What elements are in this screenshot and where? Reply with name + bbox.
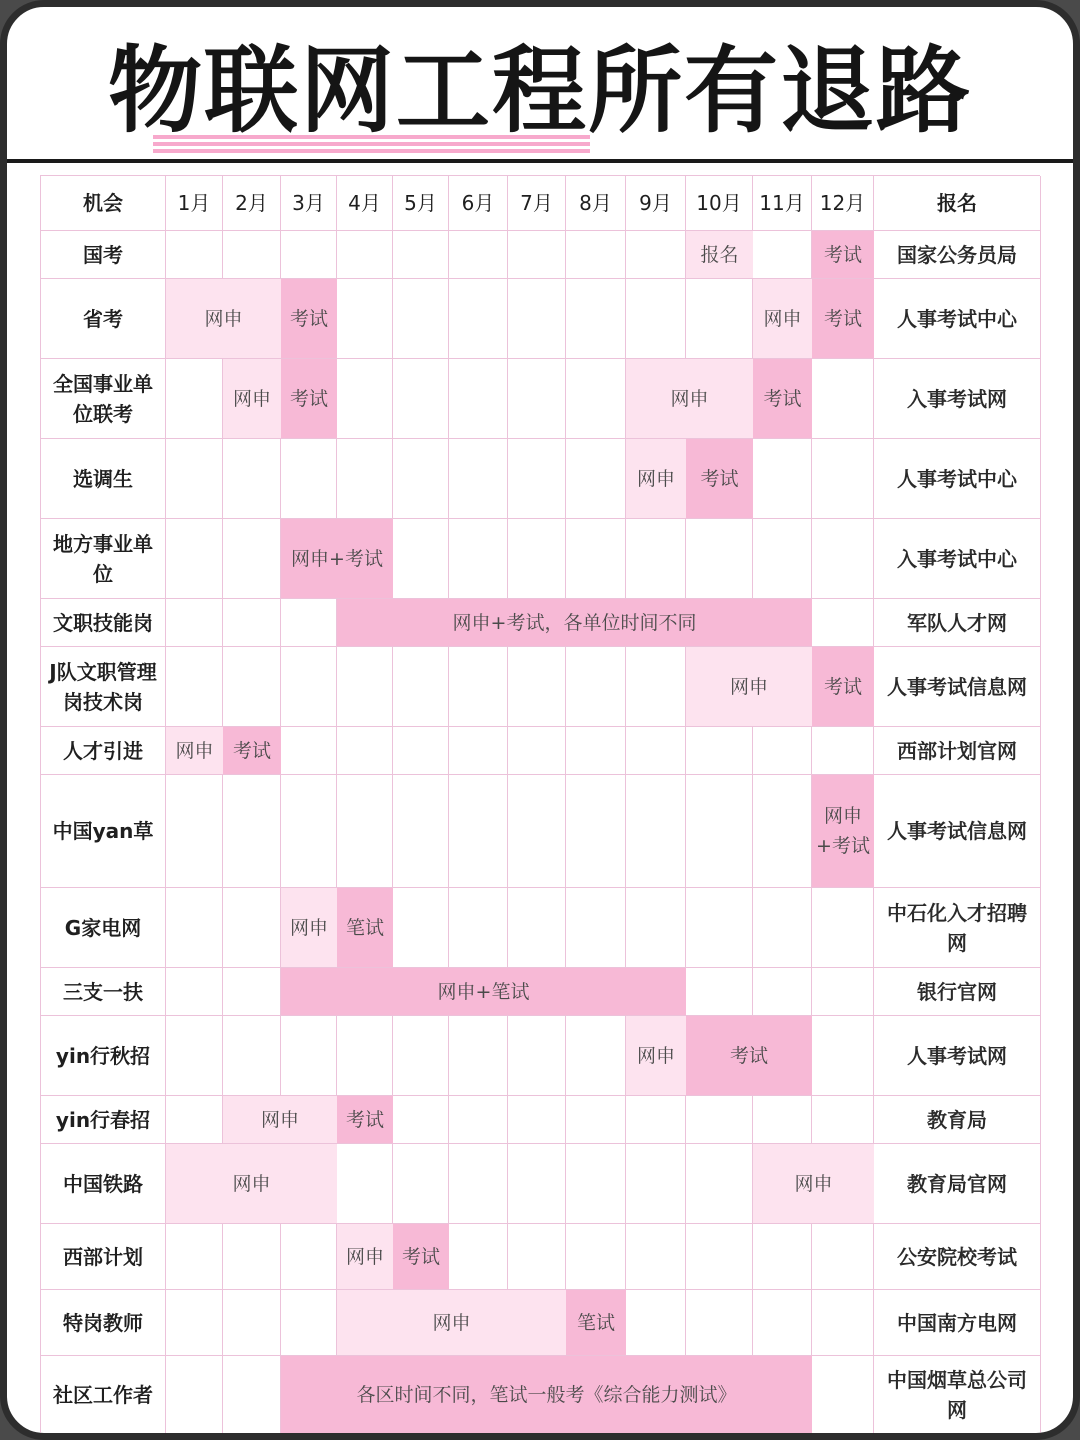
month-cell xyxy=(337,647,393,727)
month-cell xyxy=(566,1096,626,1144)
month-cell xyxy=(393,1096,449,1144)
schedule-bar: 各区时间不同，笔试一般考《综合能力测试》 xyxy=(281,1356,812,1433)
row-registration-site: 中国南方电网 xyxy=(874,1290,1041,1356)
row-registration-site: 人事考试中心 xyxy=(874,279,1041,359)
month-cell xyxy=(281,727,337,775)
header-month: 9月 xyxy=(626,176,686,231)
month-cell xyxy=(393,888,449,968)
month-cell xyxy=(166,1224,223,1290)
row-registration-site: 人事考试网 xyxy=(874,1016,1041,1096)
row-registration-site: 入事考试中心 xyxy=(874,519,1041,599)
month-cell xyxy=(626,1096,686,1144)
row-label: 选调生 xyxy=(41,439,166,519)
schedule-bar: 网申 xyxy=(166,1144,337,1223)
month-cell xyxy=(812,1290,874,1356)
month-cell xyxy=(281,647,337,727)
month-cell xyxy=(393,231,449,279)
month-cell xyxy=(508,775,566,888)
month-cell xyxy=(686,1144,753,1224)
month-cell xyxy=(223,519,281,599)
schedule-bar: 网申 xyxy=(626,359,753,438)
month-cell xyxy=(449,279,508,359)
row-label: 国考 xyxy=(41,231,166,279)
schedule-bar: 网申 xyxy=(626,1016,686,1095)
schedule-bar: 网申 xyxy=(626,439,686,518)
month-cell xyxy=(753,968,812,1016)
row-registration-site: 人事考试信息网 xyxy=(874,647,1041,727)
month-cell xyxy=(166,1096,223,1144)
row-registration-site: 教育局官网 xyxy=(874,1144,1041,1224)
month-cell xyxy=(337,359,393,439)
row-registration-site: 入事考试网 xyxy=(874,359,1041,439)
schedule-bar: 考试 xyxy=(812,279,874,358)
header-month: 6月 xyxy=(449,176,508,231)
month-cell xyxy=(449,1224,508,1290)
month-cell xyxy=(686,888,753,968)
schedule-bar: 考试 xyxy=(686,1016,812,1095)
month-cell xyxy=(508,359,566,439)
month-cell xyxy=(508,231,566,279)
month-cell xyxy=(166,1356,223,1434)
month-cell xyxy=(753,1290,812,1356)
month-cell xyxy=(166,647,223,727)
month-cell xyxy=(393,1144,449,1224)
month-cell xyxy=(812,1096,874,1144)
month-cell xyxy=(393,1016,449,1096)
month-cell xyxy=(812,727,874,775)
month-cell xyxy=(223,599,281,647)
month-cell xyxy=(166,888,223,968)
month-cell xyxy=(337,727,393,775)
schedule-bar: 网申 xyxy=(166,727,223,774)
month-cell xyxy=(812,599,874,647)
month-cell xyxy=(686,519,753,599)
month-cell xyxy=(449,1144,508,1224)
month-cell xyxy=(281,439,337,519)
month-cell xyxy=(508,1224,566,1290)
schedule-bar: 网申+考试 xyxy=(281,519,393,598)
month-cell xyxy=(223,231,281,279)
month-cell xyxy=(393,519,449,599)
month-cell xyxy=(449,519,508,599)
month-cell xyxy=(166,439,223,519)
month-cell xyxy=(449,359,508,439)
month-cell xyxy=(223,1016,281,1096)
month-cell xyxy=(449,1016,508,1096)
month-cell xyxy=(337,279,393,359)
schedule-bar: 网申 xyxy=(337,1224,393,1289)
schedule-bar: 考试 xyxy=(812,231,874,278)
month-cell xyxy=(566,231,626,279)
month-cell xyxy=(223,968,281,1016)
month-cell xyxy=(686,1224,753,1290)
schedule-bar: 网申 xyxy=(223,1096,337,1143)
row-registration-site: 人事考试信息网 xyxy=(874,775,1041,888)
month-cell xyxy=(626,279,686,359)
month-cell xyxy=(166,359,223,439)
row-label: 特岗教师 xyxy=(41,1290,166,1356)
schedule-bar: 网申 xyxy=(281,888,337,967)
header-month: 5月 xyxy=(393,176,449,231)
month-cell xyxy=(449,439,508,519)
month-cell xyxy=(449,775,508,888)
schedule-bar: 网申 xyxy=(166,279,281,358)
month-cell xyxy=(508,439,566,519)
month-cell xyxy=(223,1356,281,1434)
row-registration-site: 国家公务员局 xyxy=(874,231,1041,279)
schedule-bar: 考试 xyxy=(812,647,874,726)
month-cell xyxy=(566,1224,626,1290)
month-cell xyxy=(812,968,874,1016)
month-cell xyxy=(393,775,449,888)
month-cell xyxy=(626,727,686,775)
month-cell xyxy=(566,279,626,359)
month-cell xyxy=(626,1224,686,1290)
month-cell xyxy=(566,439,626,519)
header-month: 3月 xyxy=(281,176,337,231)
month-cell xyxy=(223,1290,281,1356)
month-cell xyxy=(626,519,686,599)
schedule-table xyxy=(40,175,1040,1433)
month-cell xyxy=(166,599,223,647)
schedule-bar: 网申+考试，各单位时间不同 xyxy=(337,599,812,646)
schedule-bar: 考试 xyxy=(281,279,337,358)
schedule-bar: 笔试 xyxy=(337,888,393,967)
month-cell xyxy=(281,775,337,888)
month-cell xyxy=(566,647,626,727)
month-cell xyxy=(753,888,812,968)
month-cell xyxy=(393,439,449,519)
row-label: 省考 xyxy=(41,279,166,359)
schedule-bar: 考试 xyxy=(337,1096,393,1143)
schedule-bar: 考试 xyxy=(281,359,337,438)
schedule-bar: 笔试 xyxy=(566,1290,626,1355)
row-label: 地方事业单位 xyxy=(41,519,166,599)
schedule-bar: 考试 xyxy=(223,727,281,774)
row-label: 中国铁路 xyxy=(41,1144,166,1224)
month-cell xyxy=(281,1224,337,1290)
month-cell xyxy=(812,519,874,599)
month-cell xyxy=(686,727,753,775)
title-divider xyxy=(7,159,1073,163)
month-cell xyxy=(281,599,337,647)
row-label: yin行春招 xyxy=(41,1096,166,1144)
month-cell xyxy=(508,1016,566,1096)
row-label: 人才引进 xyxy=(41,727,166,775)
month-cell xyxy=(281,1016,337,1096)
row-label: 社区工作者 xyxy=(41,1356,166,1434)
month-cell xyxy=(337,439,393,519)
month-cell xyxy=(166,519,223,599)
month-cell xyxy=(223,439,281,519)
month-cell xyxy=(449,1096,508,1144)
row-registration-site: 军队人才网 xyxy=(874,599,1041,647)
month-cell xyxy=(626,647,686,727)
month-cell xyxy=(223,647,281,727)
month-cell xyxy=(337,231,393,279)
month-cell xyxy=(812,1356,874,1434)
schedule-bar: 网申 xyxy=(223,359,281,438)
month-cell xyxy=(223,1224,281,1290)
month-cell xyxy=(566,888,626,968)
month-cell xyxy=(281,231,337,279)
month-cell xyxy=(566,1144,626,1224)
title-area xyxy=(7,7,1073,157)
schedule-bar: 考试 xyxy=(393,1224,449,1289)
month-cell xyxy=(393,727,449,775)
month-cell xyxy=(449,231,508,279)
row-registration-site: 公安院校考试 xyxy=(874,1224,1041,1290)
row-label: yin行秋招 xyxy=(41,1016,166,1096)
header-month: 4月 xyxy=(337,176,393,231)
schedule-bar: 网申+考试 xyxy=(812,775,874,887)
row-registration-site: 银行官网 xyxy=(874,968,1041,1016)
month-cell xyxy=(626,888,686,968)
header-month: 7月 xyxy=(508,176,566,231)
row-registration-site: 中石化入才招聘网 xyxy=(874,888,1041,968)
schedule-bar: 网申+笔试 xyxy=(281,968,686,1015)
row-registration-site: 西部计划官网 xyxy=(874,727,1041,775)
month-cell xyxy=(686,1096,753,1144)
month-cell xyxy=(686,279,753,359)
month-cell xyxy=(223,888,281,968)
header-month: 11月 xyxy=(753,176,812,231)
month-cell xyxy=(449,647,508,727)
header-registration: 报名 xyxy=(874,176,1041,231)
row-label: 中国yan草 xyxy=(41,775,166,888)
row-label: 全国事业单位联考 xyxy=(41,359,166,439)
row-registration-site: 教育局 xyxy=(874,1096,1041,1144)
header-opportunity: 机会 xyxy=(41,176,166,231)
month-cell xyxy=(753,775,812,888)
month-cell xyxy=(626,1144,686,1224)
month-cell xyxy=(812,439,874,519)
month-cell xyxy=(393,647,449,727)
month-cell xyxy=(508,888,566,968)
month-cell xyxy=(508,1096,566,1144)
month-cell xyxy=(508,1144,566,1224)
month-cell xyxy=(449,888,508,968)
month-cell xyxy=(626,775,686,888)
month-cell xyxy=(753,1224,812,1290)
page-title: 物联网工程所有退路 xyxy=(107,37,972,146)
month-cell xyxy=(508,279,566,359)
row-label: J队文职管理岗技术岗 xyxy=(41,647,166,727)
header-month: 8月 xyxy=(566,176,626,231)
schedule-bar: 报名 xyxy=(686,231,753,278)
month-cell xyxy=(393,359,449,439)
schedule-bar: 网申 xyxy=(753,279,812,358)
row-label: G家电网 xyxy=(41,888,166,968)
month-cell xyxy=(626,1290,686,1356)
month-cell xyxy=(508,727,566,775)
month-cell xyxy=(626,231,686,279)
month-cell xyxy=(566,359,626,439)
month-cell xyxy=(753,439,812,519)
month-cell xyxy=(281,1290,337,1356)
month-cell xyxy=(166,775,223,888)
month-cell xyxy=(508,647,566,727)
month-cell xyxy=(449,727,508,775)
header-month: 1月 xyxy=(166,176,223,231)
month-cell xyxy=(566,727,626,775)
month-cell xyxy=(566,519,626,599)
month-cell xyxy=(686,775,753,888)
month-cell xyxy=(812,1224,874,1290)
month-cell xyxy=(337,775,393,888)
month-cell xyxy=(566,1016,626,1096)
month-cell xyxy=(812,888,874,968)
schedule-bar: 考试 xyxy=(686,439,753,518)
schedule-bar: 网申 xyxy=(753,1144,874,1223)
schedule-bar: 考试 xyxy=(753,359,812,438)
header-month: 12月 xyxy=(812,176,874,231)
month-cell xyxy=(337,1016,393,1096)
header-month: 10月 xyxy=(686,176,753,231)
month-cell xyxy=(566,775,626,888)
month-cell xyxy=(686,968,753,1016)
header-month: 2月 xyxy=(223,176,281,231)
row-label: 三支一扶 xyxy=(41,968,166,1016)
row-label: 西部计划 xyxy=(41,1224,166,1290)
row-registration-site: 中国烟草总公司网 xyxy=(874,1356,1041,1434)
month-cell xyxy=(812,1016,874,1096)
month-cell xyxy=(753,1096,812,1144)
month-cell xyxy=(337,1144,393,1224)
month-cell xyxy=(166,1016,223,1096)
schedule-bar: 网申 xyxy=(686,647,812,726)
month-cell xyxy=(753,231,812,279)
schedule-bar: 网申 xyxy=(337,1290,566,1355)
month-cell xyxy=(223,775,281,888)
month-cell xyxy=(753,519,812,599)
month-cell xyxy=(753,727,812,775)
month-cell xyxy=(686,1290,753,1356)
month-cell xyxy=(812,359,874,439)
month-cell xyxy=(166,231,223,279)
month-cell xyxy=(508,519,566,599)
month-cell xyxy=(166,1290,223,1356)
month-cell xyxy=(393,279,449,359)
row-registration-site: 人事考试中心 xyxy=(874,439,1041,519)
month-cell xyxy=(166,968,223,1016)
row-label: 文职技能岗 xyxy=(41,599,166,647)
